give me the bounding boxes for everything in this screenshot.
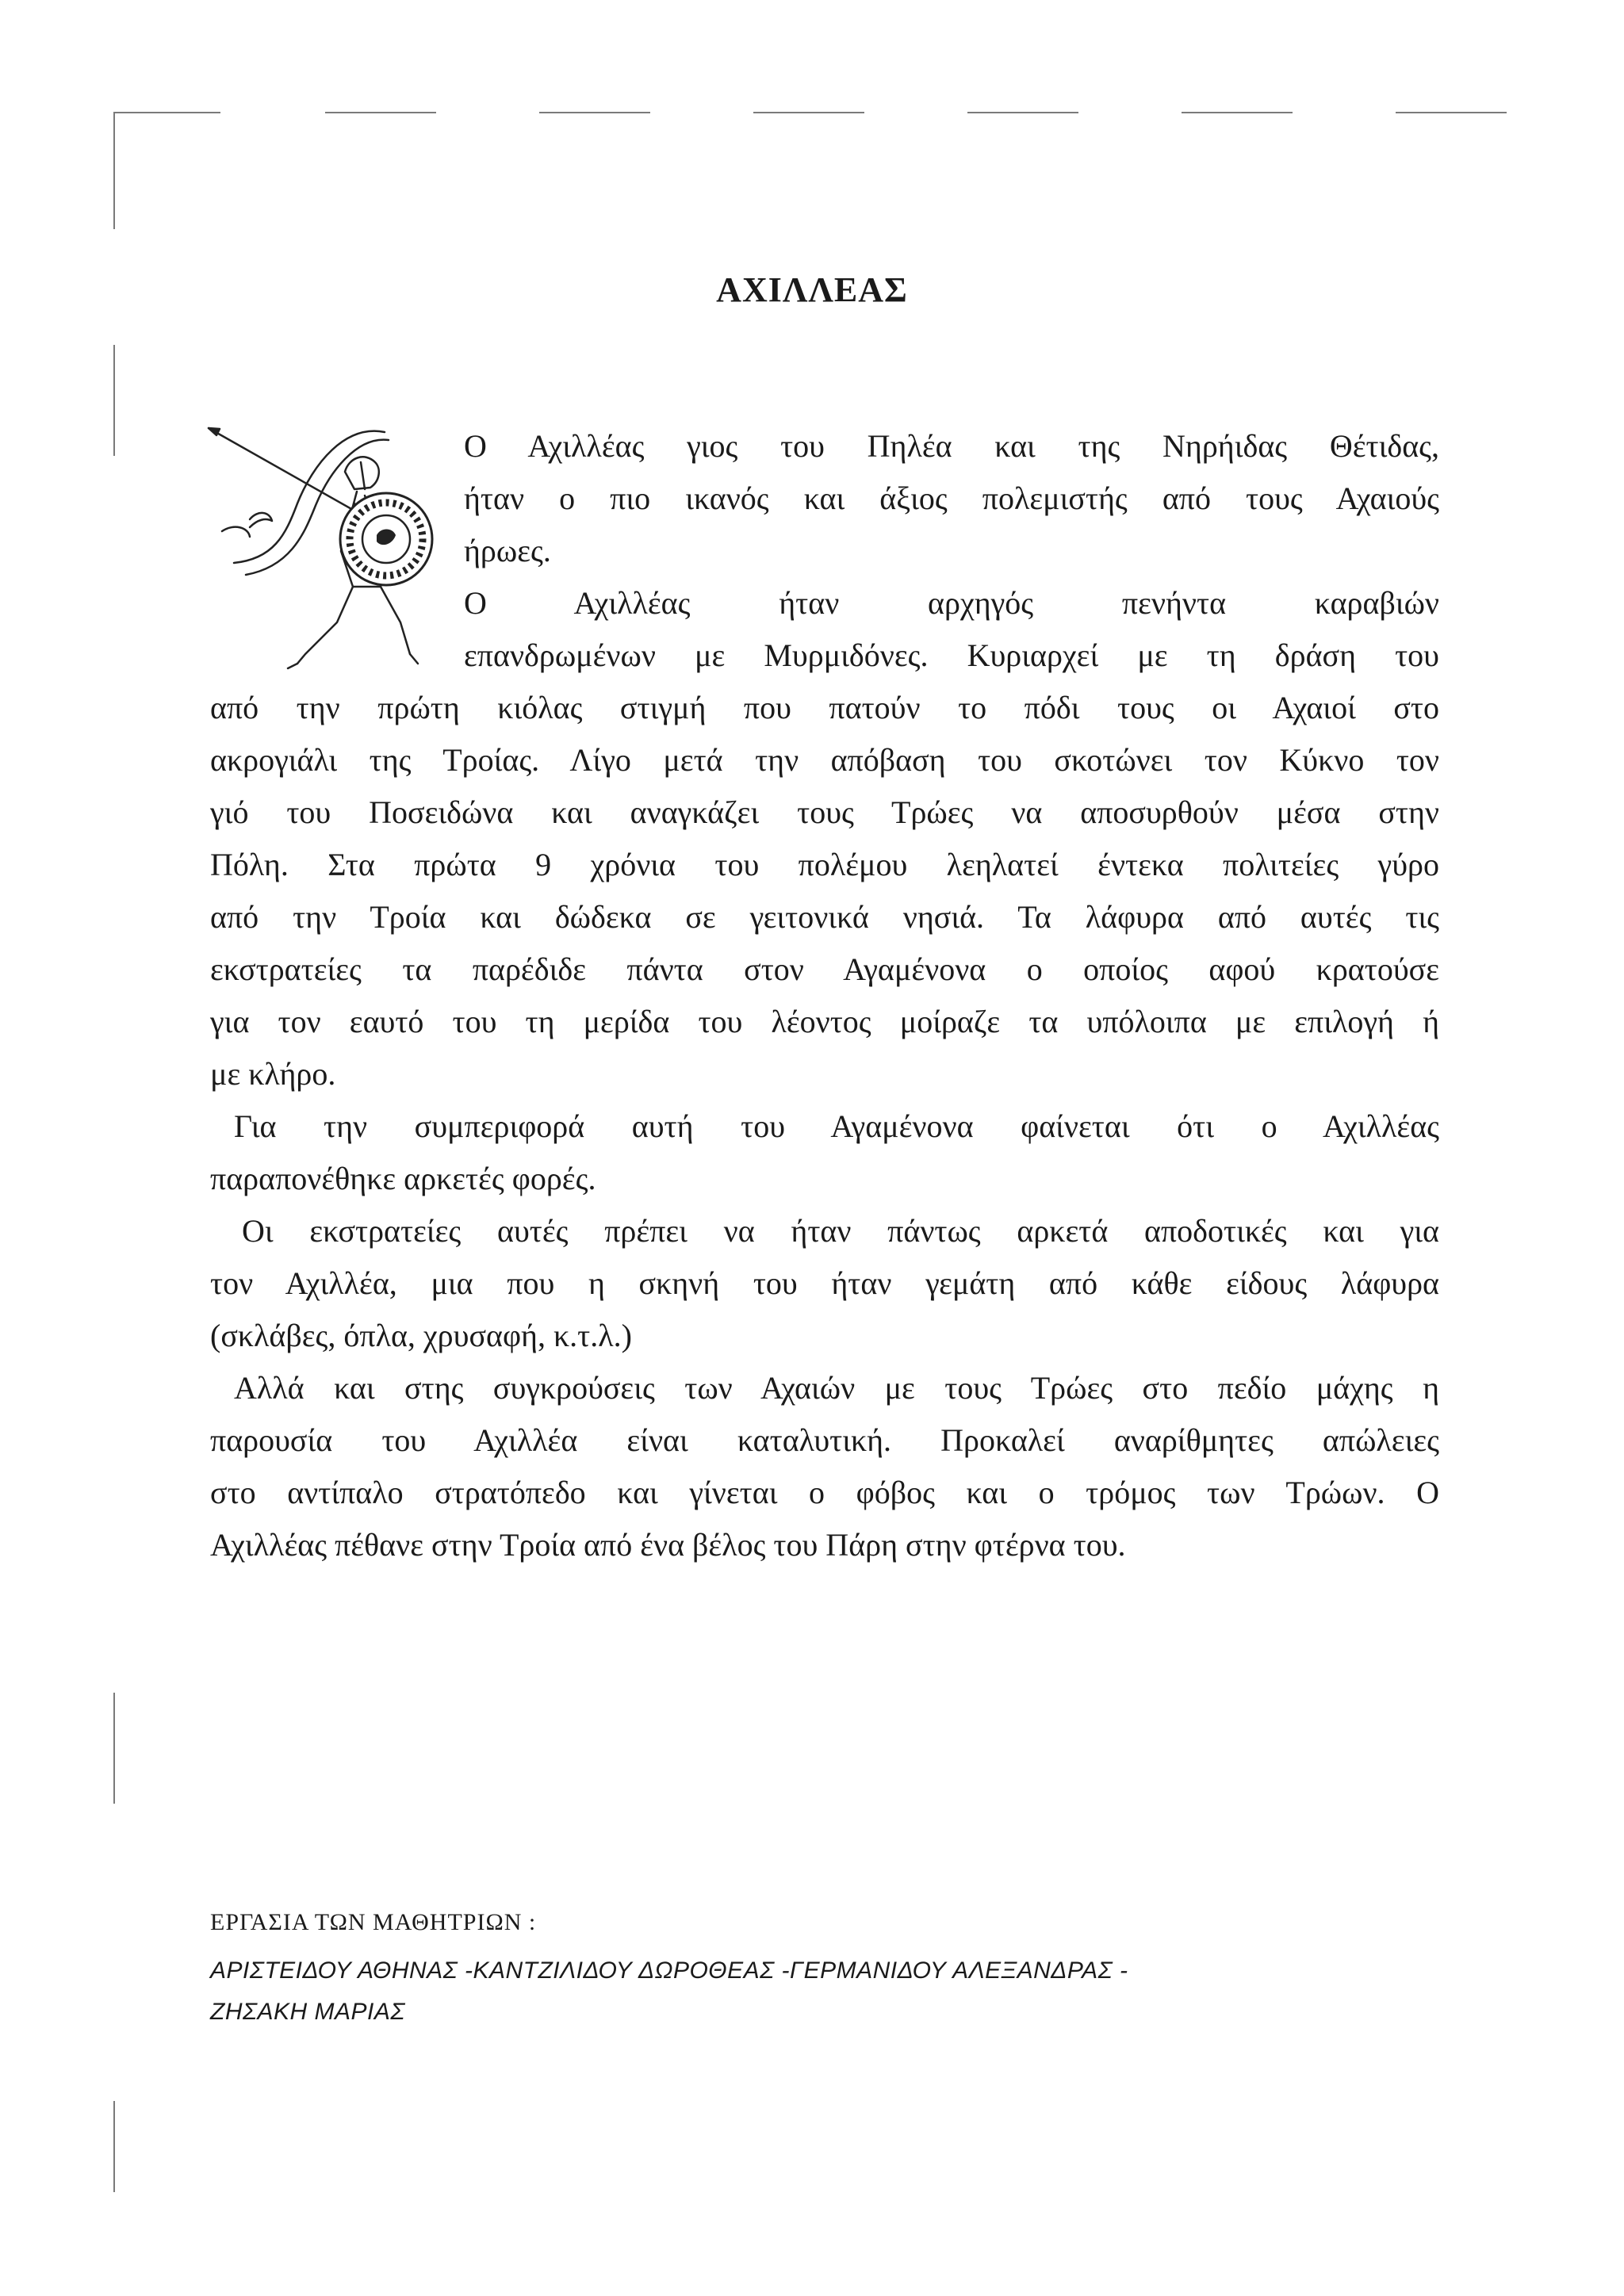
text-line: Πόλη. Στα πρώτα 9 χρόνια του πολέμου λεηλατεί έντεκα πολιτείες γύρο	[210, 847, 1439, 882]
text-line: τον Αχιλλέα, μια που η σκηνή του ήταν γεμάτη από κάθε είδους λάφυρα	[210, 1265, 1439, 1301]
text-line: Οι εκστρατείες αυτές πρέπει να ήταν πάντως αρκετά αποδοτικές και για	[242, 1213, 1439, 1249]
border-dash	[967, 112, 1078, 113]
page-title: ΑΧΙΛΛΕΑΣ	[716, 270, 908, 309]
border-mark	[113, 1693, 115, 1804]
border-dash	[753, 112, 864, 113]
border-mark	[113, 112, 115, 229]
border-dash	[1396, 112, 1507, 113]
border-mark	[113, 2101, 115, 2192]
text-line: ήρωες.	[464, 533, 551, 568]
text-line: για τον εαυτό του τη μερίδα του λέοντος μοίραζε τα υπόλοιπα με επιλογή ή	[210, 1004, 1439, 1039]
border-dash	[325, 112, 436, 113]
authors-names	[210, 1950, 1479, 2033]
text-line: γιό του Ποσειδώνα και αναγκάζει τους Τρώες να αποσυρθούν μέσα στην	[210, 794, 1439, 830]
text-line: εκστρατείες τα παρέδιδε πάντα στον Αγαμένονα ο οποίος αφού κρατούσε	[210, 951, 1439, 987]
text-line: ήταν ο πιο ικανός και άξιος πολεμιστής από τους Αχαιούς	[464, 480, 1439, 516]
text-line: Ο Αχιλλέας γιος του Πηλέα και της Νηρήιδας Θέτιδας,	[464, 428, 1439, 464]
text-line: Αλλά και στης συγκρούσεις των Αχαιών με τους Τρώες στο πεδίο μάχης η	[234, 1370, 1439, 1406]
text-line: ακρογιάλι της Τροίας. Λίγο μετά την απόβαση του σκοτώνει τον Κύκνο τον	[210, 742, 1439, 778]
border-dash	[539, 112, 650, 113]
achilles-warrior-icon	[202, 416, 444, 674]
border-mark	[113, 345, 115, 456]
authors-label: ΕΡΓΑΣΙΑ ΤΩΝ ΜΑΘΗΤΡΙΩΝ :	[210, 1909, 537, 1935]
text-line: παραπονέθηκε αρκετές φορές.	[210, 1161, 596, 1196]
text-line: στο αντίπαλο στρατόπεδο και γίνεται ο φόβος και ο τρόμος των Τρώων. Ο	[210, 1475, 1439, 1510]
text-line: επανδρωμένων με Μυρμιδόνες. Κυριαρχεί με τη δράση του	[464, 637, 1439, 673]
text-line: Ο Αχιλλέας ήταν αρχηγός πενήντα καραβιών	[464, 585, 1439, 621]
text-line: από την Τροία και δώδεκα σε γειτονικά νησιά. Τα λάφυρα από αυτές τις	[210, 899, 1439, 935]
text-line: (σκλάβες, όπλα, χρυσαφή, κ.τ.λ.)	[210, 1318, 632, 1353]
text-line: Για την συμπεριφορά αυτή του Αγαμένονα φαίνεται ότι ο Αχιλλέας	[234, 1108, 1439, 1144]
authors-line: ΖΗΣΑΚΗ ΜΑΡΙΑΣ	[210, 1999, 405, 2025]
text-line: από την πρώτη κιόλας στιγμή που πατούν το πόδι τους οι Αχαιοί στο	[210, 690, 1439, 725]
text-line: Αχιλλέας πέθανε στην Τροία από ένα βέλος του Πάρη στην φτέρνα του.	[210, 1527, 1126, 1563]
border-dash	[113, 112, 220, 113]
text-line: παρουσία του Αχιλλέα είναι καταλυτική. Προκαλεί αναρίθμητες απώλειες	[210, 1422, 1439, 1458]
text-line: με κλήρο.	[210, 1056, 336, 1092]
border-dash	[1182, 112, 1293, 113]
authors-line: ΑΡΙΣΤΕΙΔΟΥ ΑΘΗΝΑΣ -ΚΑΝΤΖΙΛΙΔΟΥ ΔΩΡΟΘΕΑΣ -ΓΕΡΜΑΝΙΔΟΥ ΑΛΕΞΑΝΔΡΑΣ -	[210, 1957, 1128, 1984]
